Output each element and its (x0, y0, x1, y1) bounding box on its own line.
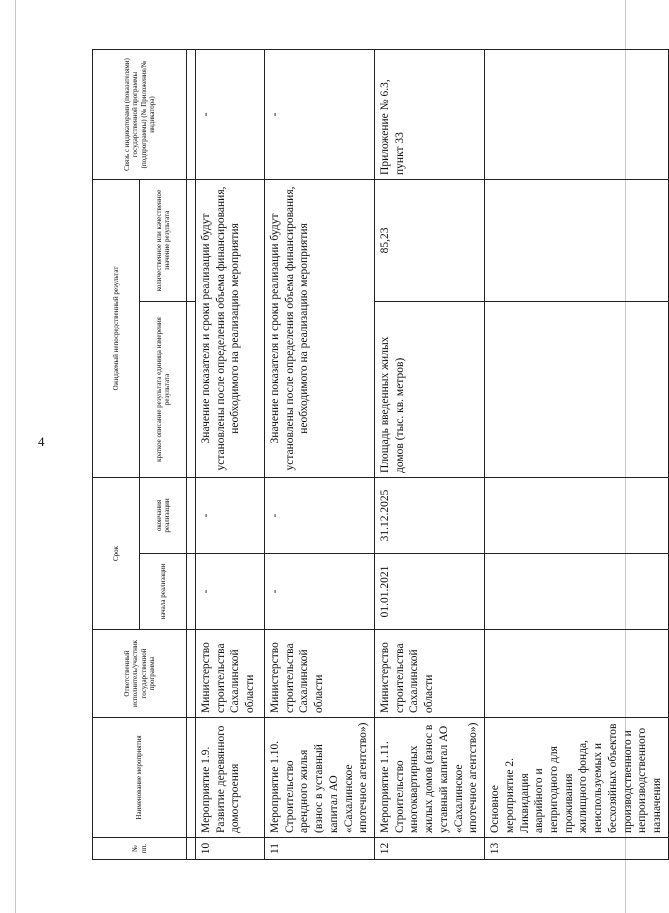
header-result: Ожидаемый непосредственный результат (93, 179, 140, 477)
row-start: - (196, 554, 265, 630)
spacer-row (187, 49, 196, 859)
row-num: 11 (265, 838, 375, 860)
row-link: - (265, 49, 375, 179)
header-term-end: окончания реализации (140, 477, 187, 553)
row-start: 01.01.2021 (375, 554, 485, 630)
header-result-desc: краткое описание результата единица измерения результата (140, 301, 187, 477)
table-row (265, 49, 375, 859)
row-responsible (485, 630, 669, 718)
header-term-start: начала реализации (140, 554, 187, 630)
row-result-desc (485, 301, 669, 477)
row-link (485, 49, 669, 179)
row-result-desc: Площадь введенных жилых домов (тыс. кв. метров) (375, 301, 485, 477)
row-name: Мероприятие 1.9. Развитие деревянного домостроения (196, 718, 265, 838)
row-num: 10 (196, 838, 265, 860)
row-start (485, 554, 669, 630)
row-link: - (196, 49, 265, 179)
row-num: 13 (485, 838, 669, 860)
row-result-qty (485, 179, 669, 301)
measures-table (92, 49, 669, 860)
header-link: Связь с индикаторами (показателями) государственной программы (подпрограммы) (№ Приложения/№ индикатора) (93, 49, 187, 179)
table-row (485, 49, 669, 859)
row-end (485, 477, 669, 553)
table-row (375, 49, 485, 859)
header-term: Срок (93, 477, 140, 629)
row-result-qty: 85,23 (375, 179, 485, 301)
row-responsible: Министерство строительства Сахалинской области (265, 630, 375, 718)
row-end: 31.12.2025 (375, 477, 485, 553)
row-link: Приложение № 6.3, пункт 33 (375, 49, 485, 179)
row-name: Основное мероприятие 2. Ликвидация аварийного и непригодного для проживания жилищного фонда, неиспользуемых и бесхозяйных объектов производственного и непроизводственного назначения (485, 718, 669, 838)
row-num: 12 (375, 838, 485, 860)
page-number: 4 (38, 434, 45, 449)
table-row (196, 49, 265, 859)
header-name: Наименование мероприятия (93, 718, 187, 838)
row-end: - (265, 477, 375, 553)
row-result: Значение показателя и сроки реализации будут установлены после определения объема финансирования, необходимого на реализацию мероприятия (196, 179, 265, 477)
row-responsible: Министерство строительства Сахалинской области (196, 630, 265, 718)
header-result-qty: количественное или качественное значение результата (140, 179, 187, 301)
row-result: Значение показателя и сроки реализации будут установлены после определения объема финансирования, необходимого на реализацию мероприятия (265, 179, 375, 477)
header-num: № пп. (93, 838, 187, 860)
row-start: - (265, 554, 375, 630)
row-name: Мероприятие 1.11. Строительство многоквартирных жилых домов (взнос в уставный капитал АО «Сахалинское ипотечное агентство») (375, 718, 485, 838)
row-end: - (196, 477, 265, 553)
row-responsible: Министерство строительства Сахалинской области (375, 630, 485, 718)
row-name: Мероприятие 1.10. Строительство арендного жилья (взнос в уставный капитал АО «Сахалинское ипотечное агентство») (265, 718, 375, 838)
header-responsible: Ответственный исполнитель/участник государственной программы (93, 630, 187, 718)
rotated-table-container (92, 50, 663, 860)
